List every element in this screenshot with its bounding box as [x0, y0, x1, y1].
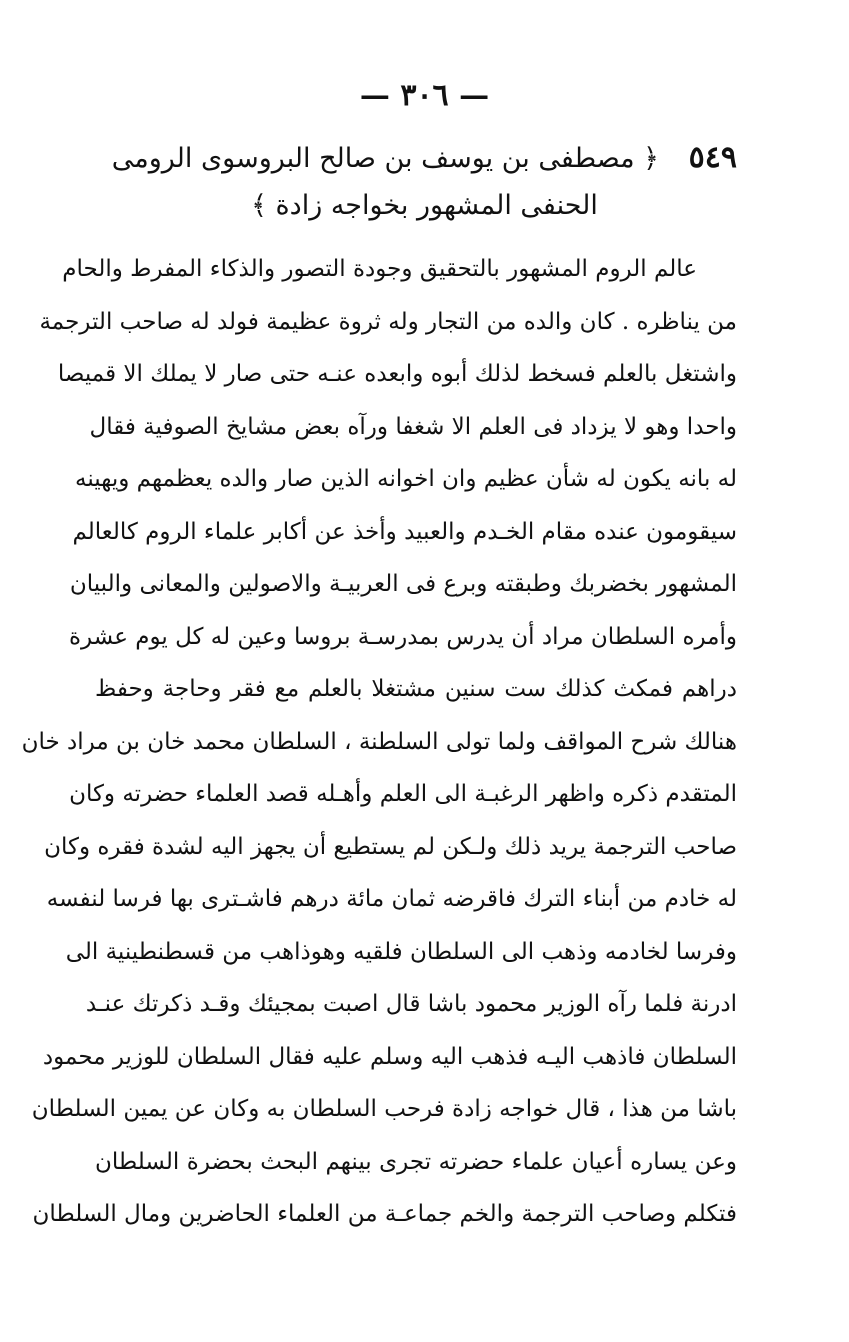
text-line: سيقومون عنده مقام الخـدم والعبيد وأخذ عن أكابر علماء الروم كالعالم — [72, 518, 737, 545]
text-line: له بانه يكون له شأن عظيم وان اخوانه الذين صار والده يعظمهم ويهينه — [75, 466, 737, 492]
text-line: ادرنة فلما رآه الوزير محمود باشا قال اصبت بمجيئك وقـد ذكرتك عنـد — [85, 991, 737, 1017]
entry-heading-line-2: الحنفى المشهور بخواجه زادة ﴾ — [251, 190, 598, 221]
entry-heading-line-1: ﴿ مصطفى بن يوسف بن صالح البروسوى الرومى — [111, 143, 659, 174]
text-line: المتقدم ذكره واظهر الرغبـة الى العلم وأهـله قصد العلماء حضرته وكان — [69, 781, 737, 807]
entry-number: ٥٤٩ — [688, 140, 737, 175]
text-line: السلطان فاذهب اليـه فذهب اليه وسلم عليه فقال السلطان للوزير محمود — [42, 1043, 737, 1070]
text-line: هنالك شرح المواقف ولما تولى السلطنة ، السلطان محمد خان بن مراد خان — [21, 728, 737, 755]
text-line: له خادم من أبناء الترك فاقرضه ثمان مائة درهم فاشـترى بها فرسا لنفسه — [46, 886, 737, 912]
text-line: المشهور بخضربك وطبقته وبرع فى العربيـة والاصولين والمعانى والبيان — [69, 571, 737, 597]
body-text — [21, 243, 737, 1241]
text-line: عالم الروم المشهور بالتحقيق وجودة التصور والذكاء المفرط والحام — [62, 256, 697, 282]
text-line: من يناظره . كان والده من التجار وله ثروة عظيمة فولد له صاحب الترجمة — [39, 308, 737, 335]
text-line: فتكلم وصاحب الترجمة والخم جماعـة من العلماء الحاضرين ومال السلطان — [32, 1201, 737, 1227]
text-line: وعن يساره أعيان علماء حضرته تجرى بينهم البحث بحضرة السلطان — [95, 1148, 737, 1175]
text-line: صاحب الترجمة يريد ذلك ولـكن لم يستطيع أن يجهز اليه لشدة فقره وكان — [44, 833, 737, 860]
text-line: واحدا وهو لا يزداد فى العلم الا شغفا ورآه بعض مشايخ الصوفية فقال — [89, 413, 737, 440]
text-line: دراهم فمكث كذلك ست سنين مشتغلا بالعلم مع فقر وحاجة وحفظ — [95, 676, 737, 702]
page-number: — ٣٠٦ — — [359, 78, 490, 113]
text-line: واشتغل بالعلم فسخط لذلك أبوه وابعده عنـه حتى صار لا يملك الا قميصا — [57, 361, 737, 387]
text-line: وفرسا لخادمه وذهب الى السلطان فلقيه وهوذاهب من قسطنطينية الى — [65, 938, 737, 965]
text-line: وأمره السلطان مراد أن يدرس بمدرسـة بروسا وعين له كل يوم عشرة — [68, 623, 737, 650]
text-line: باشا من هذا ، قال خواجه زادة فرحب السلطان به وكان عن يمين السلطان — [31, 1096, 737, 1122]
